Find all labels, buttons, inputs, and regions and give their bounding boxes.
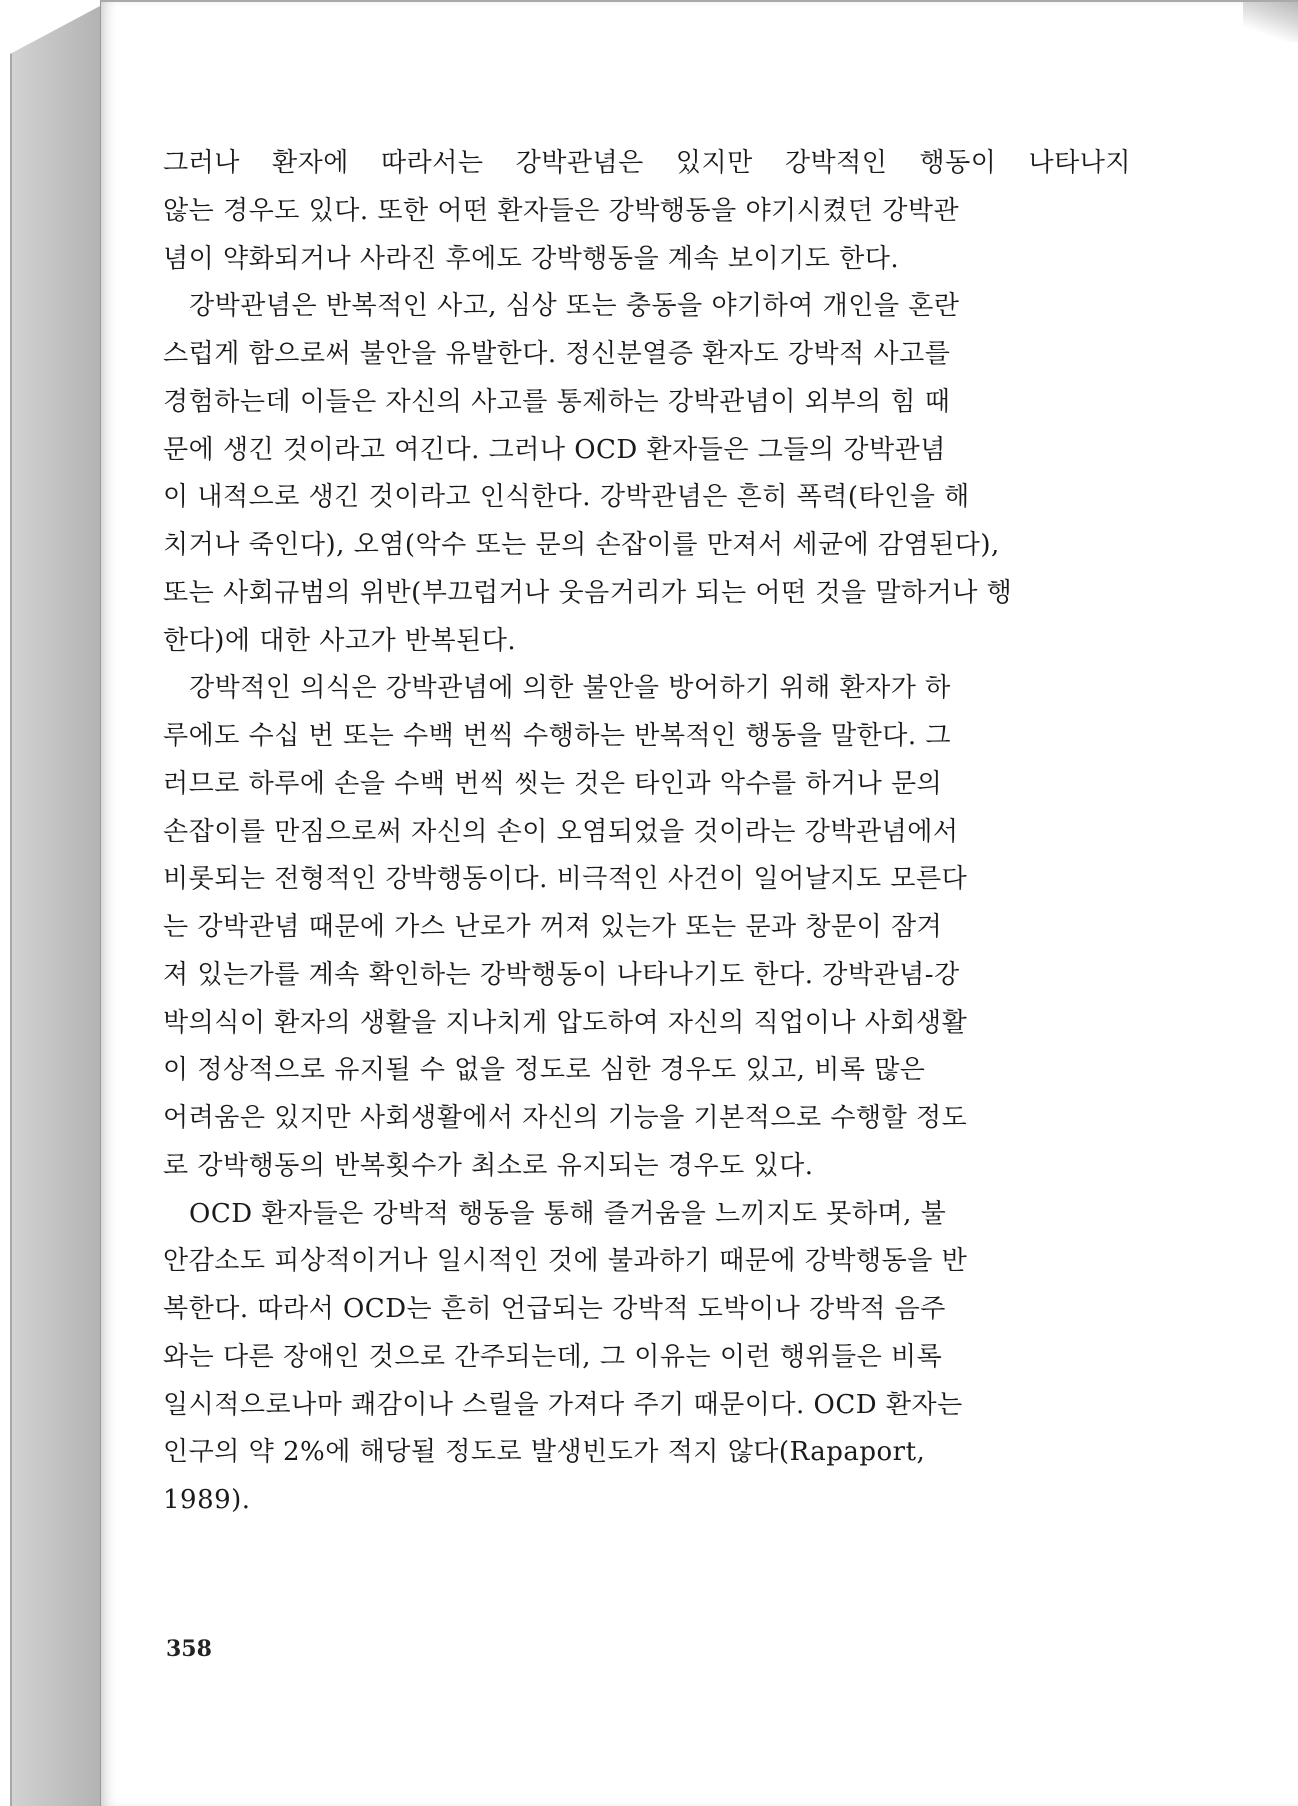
text-line: 한다)에 대한 사고가 반복된다. [163,625,517,656]
book-spine [10,6,100,1806]
paragraph-1 [163,140,1131,283]
text-line: 일시적으로나마 쾌감이나 스릴을 가져다 주기 때문이다. OCD 환자는 [163,1389,963,1420]
text-line: 루에도 수십 번 또는 수백 번씩 수행하는 반복적인 행동을 말한다. 그 [163,721,952,751]
text-line: 경험하는데 이들은 자신의 사고를 통제하는 강박관념이 외부의 힘 때 [163,386,951,417]
text-line: 이 정상적으로 유지될 수 없을 정도로 심한 경우도 있고, 비록 많은 [163,1055,926,1086]
text-line: 또는 사회규범의 위반(부끄럽거나 웃음거리가 되는 어떤 것을 말하거나 행 [163,577,1013,608]
page-corner-shadow [1243,2,1298,42]
paragraph-3 [163,665,1131,1190]
text-line: 강박적인 의식은 강박관념에 의한 불안을 방어하기 위해 환자가 하 [189,673,951,704]
text-line: 강박관념은 반복적인 사고, 심상 또는 충동을 야기하여 개인을 혼란 [189,291,960,322]
text-line: 어려움은 있지만 사회생활에서 자신의 기능을 기본적으로 수행할 정도 [163,1103,968,1133]
page-number: 358 [166,1636,212,1662]
text-line: 로 강박행동의 반복횟수가 최소로 유지되는 경우도 있다. [163,1150,814,1181]
text-line: 러므로 하루에 손을 수백 번씩 씻는 것은 타인과 악수를 하거나 문의 [163,768,943,799]
paragraph-4 [163,1191,1131,1525]
text-line: 는 강박관념 때문에 가스 난로가 꺼져 있는가 또는 문과 창문이 잠겨 [163,912,943,942]
text-line: 비롯되는 전형적인 강박행동이다. 비극적인 사건이 일어날지도 모른다 [163,864,968,895]
text-line: 그러나 환자에 따라서는 강박관념은 있지만 강박적인 행동이 나타나지 [163,148,1131,178]
text-line: OCD 환자들은 강박적 행동을 통해 즐거움을 느끼지도 못하며, 불 [189,1198,947,1229]
body-text [163,140,1131,1525]
text-line: 져 있는가를 계속 확인하는 강박행동이 나타나기도 한다. 강박관념-강 [163,959,960,990]
text-line: 않는 경우도 있다. 또한 어떤 환자들은 강박행동을 야기시켰던 강박관 [163,195,960,226]
text-line: 1989). [163,1485,251,1515]
text-line: 문에 생긴 것이라고 여긴다. 그러나 OCD 환자들은 그들의 강박관념 [163,434,946,465]
text-line: 이 내적으로 생긴 것이라고 인식한다. 강박관념은 흔히 폭력(타인을 해 [163,482,970,513]
text-line: 스럽게 함으로써 불안을 유발한다. 정신분열증 환자도 강박적 사고를 [163,339,951,369]
text-line: 인구의 약 2%에 해당될 정도로 발생빈도가 적지 않다(Rapaport, [163,1437,926,1468]
text-line: 박의식이 환자의 생활을 지나치게 압도하여 자신의 직업이나 사회생활 [163,1007,968,1038]
text-line: 손잡이를 만짐으로써 자신의 손이 오염되었을 것이라는 강박관념에서 [163,816,959,847]
text-line: 와는 다른 장애인 것으로 간주되는데, 그 이유는 이런 행위들은 비록 [163,1341,943,1372]
text-line: 복한다. 따라서 OCD는 흔히 언급되는 강박적 도박이나 강박적 음주 [163,1294,946,1324]
text-line: 치거나 죽인다), 오염(악수 또는 문의 손잡이를 만져서 세균에 감염된다), [163,530,1000,560]
text-line: 안감소도 피상적이거나 일시적인 것에 불과하기 때문에 강박행동을 반 [163,1246,968,1277]
paragraph-2 [163,283,1131,665]
text-line: 념이 약화되거나 사라진 후에도 강박행동을 계속 보이기도 한다. [163,243,900,274]
